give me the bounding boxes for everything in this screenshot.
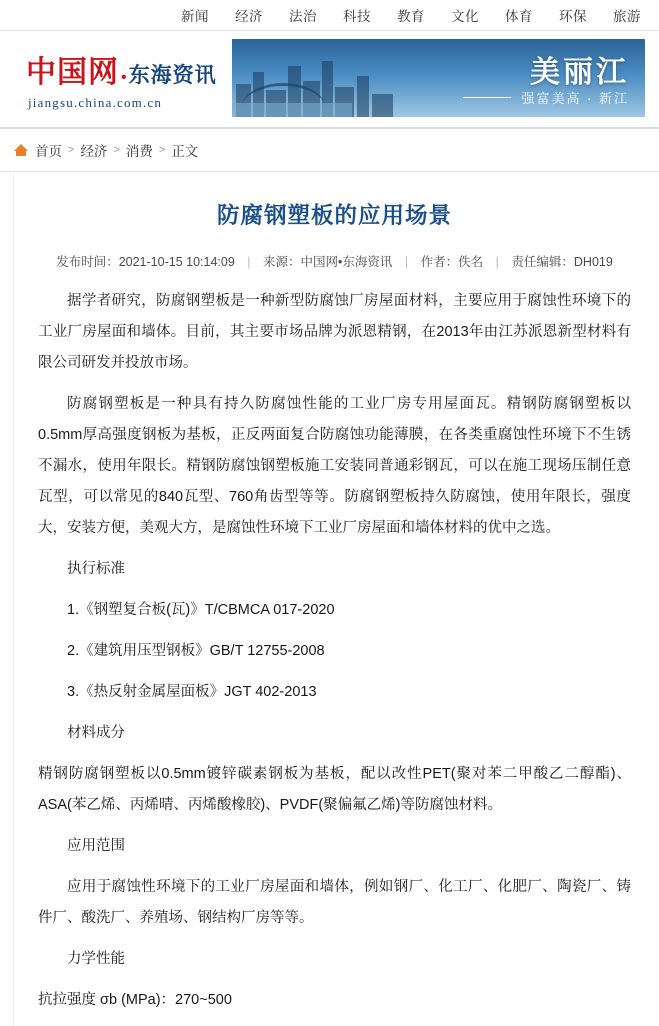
logo-net-text: 网 [88,55,119,90]
banner-water [232,103,352,117]
breadcrumb [0,129,659,172]
banner-cityscape [232,39,447,117]
nav-item-economy[interactable]: 经济 [235,9,263,24]
content-wrapper [0,172,659,1026]
home-icon [14,143,28,157]
page-title: 防腐钢塑板的应用场景 [216,203,452,229]
breadcrumb-item-home[interactable]: 首页 [35,144,62,159]
top-navigation [0,0,659,31]
meta-divider: | [495,255,499,269]
breadcrumb-separator: > [68,144,75,156]
article-paragraph: 抗拉强度 σb (MPa)：270~500 [38,992,232,1008]
logo-text-row [26,47,216,91]
logo-url: jiangsu.china.com.cn [28,95,163,110]
site-logo[interactable] [26,45,216,111]
article-body [38,286,631,1016]
breadcrumb-separator: > [113,144,120,156]
editor-label: 责任编辑： [511,255,574,269]
article-paragraph: 应用于腐蚀性环境下的工业厂房屋面和墙体，例如钢厂、化工厂、化肥厂、陶瓷厂、铸件厂、酸洗厂、养殖场、钢结构厂房等等。 [38,879,631,926]
article-paragraph: 精钢防腐钢塑板以0.5mm镀锌碳素钢板为基板，配以改性PET(聚对苯二甲酸乙二醇酯)、ASA(苯乙烯、丙烯晴、丙烯酸橡胶)、PVDF(聚偏氟乙烯)等防腐蚀材料。 [38,766,631,813]
breadcrumb-item-consumption[interactable]: 消费 [125,144,153,159]
banner-dash [463,97,511,98]
nav-item-tech[interactable]: 科技 [343,9,371,24]
article-subheading: 应用范围 [67,838,125,854]
nav-item-education[interactable]: 教育 [397,9,425,24]
banner-subtitle [463,88,629,107]
meta-divider: | [247,255,251,269]
article-container [14,172,659,1026]
source-value: 中国网•东海资讯 [300,255,393,269]
meta-divider: | [404,255,409,269]
left-rail [0,172,14,1026]
article-subheading: 执行标准 [67,561,125,577]
site-header [0,31,659,129]
logo-main-text: 中国 [26,55,88,90]
article-list-item: 3.《热反射金属屋面板》JGT 402-2013 [67,684,317,700]
breadcrumb-item-economy[interactable]: 经济 [80,144,108,159]
nav-item-environment[interactable]: 环保 [559,9,587,24]
publish-time-value: 2021-10-15 10:14:09 [118,255,235,269]
author-value: 佚名 [458,255,484,269]
editor-value: DH019 [573,255,613,269]
article-paragraph: 据学者研究，防腐钢塑板是一种新型防腐蚀厂房屋面材料，主要应用于腐蚀性环境下的工业厂房屋面和墙体。目前，其主要市场品牌为派恩精钢，在2013年由江苏派恩新型材料有限公司研发并投放市场。 [38,293,631,371]
source-label: 来源： [263,255,301,269]
article-meta [38,252,631,270]
nav-item-travel[interactable]: 旅游 [613,9,641,24]
breadcrumb-item-article: 正文 [171,144,199,159]
header-banner-ad[interactable] [232,39,645,117]
article-paragraph: 防腐钢塑板是一种具有持久防腐蚀性能的工业厂房专用屋面瓦。精钢防腐钢塑板以0.5mm厚高强度钢板为基板，正反两面复合防腐蚀功能薄膜，在各类重腐蚀性环境下不生锈不漏水，使用年限长。精钢防腐蚀钢塑板施工安装同普通彩钢瓦，可以在施工现场压制任意瓦型，可以常见的840瓦型、760角齿型等等。防腐钢塑板持久防腐蚀，使用年限长，强度大，安装方便，美观大方，是腐蚀性环境下工业厂房屋面和墙体材料的优中之选。 [38,396,631,536]
article-list-item: 2.《建筑用压型钢板》GB/T 12755-2008 [67,643,325,659]
author-label: 作者： [420,255,459,269]
banner-subtitle-text: 强富美高 · 新江 [521,91,629,106]
logo-region-text: 东海资讯 [128,62,217,87]
article-list-item: 1.《钢塑复合板(瓦)》T/CBMCA 017-2020 [67,602,335,618]
breadcrumb-separator: > [158,144,166,156]
nav-item-culture[interactable]: 文化 [451,9,479,24]
nav-item-law[interactable]: 法治 [289,9,317,24]
article-subheading: 材料成分 [67,725,125,741]
publish-time-label: 发布时间： [56,255,119,269]
nav-item-sports[interactable]: 体育 [505,9,533,24]
nav-item-news[interactable]: 新闻 [181,9,209,24]
article-subheading: 力学性能 [67,951,125,967]
banner-title: 美丽江 [530,55,629,90]
logo-dot: • [121,69,127,86]
